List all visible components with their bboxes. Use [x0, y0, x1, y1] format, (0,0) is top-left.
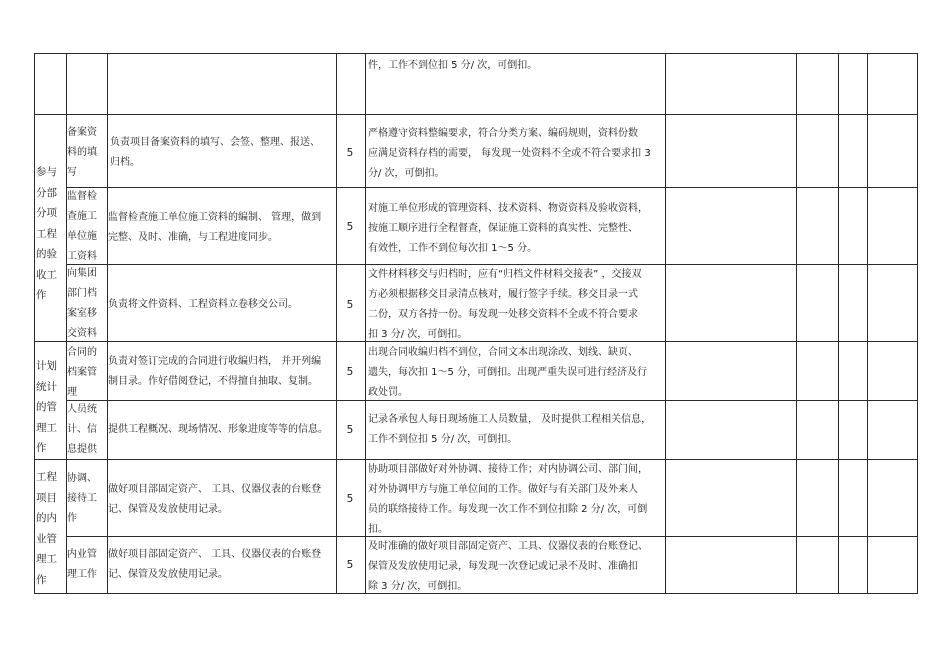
criteria-cell: 记录各承包人每日现场施工人员数量， 及时提供工程相关信息， 工作不到位扣 5 分/ 次，可倒扣。: [368, 414, 652, 445]
score-cell: 5: [346, 493, 354, 505]
criteria-cell: 件，工作不到位扣 5 分/ 次，可倒扣。: [368, 60, 538, 71]
table-border-top: [34, 53, 918, 54]
score-cell: 5: [346, 559, 354, 571]
table-border-left: [34, 53, 35, 594]
duty-cell: 负责将文件资料、工程资料立卷移交公司。: [108, 299, 298, 310]
score-cell: 5: [346, 221, 354, 233]
duty-cell: 监督检查施工单位施工资料的编制、 管理，做到 完整、及时、准确，与工程进度同步。: [108, 212, 322, 243]
column-divider: [665, 53, 666, 594]
category-cell: 计划 统计 的管 理工 作: [36, 360, 57, 454]
column-divider: [365, 53, 366, 594]
criteria-cell: 出现合同收编归档不到位，合同文本出现涂改、划线、缺页、 遗失，每次扣 1～5 分，可倒扣。出现严重失误可进行经济及行 政处罚。: [368, 347, 648, 398]
criteria-cell: 及时准确的做好项目部固定资产、工具、仪器仪表的台账登记、 保管及发放使用记录，每发现一次登记或记录不及时、准确扣 除 3 分/ 次，可倒扣。: [368, 541, 648, 592]
item-cell: 人员统 计、信 息提供: [67, 404, 97, 455]
duty-cell: 提供工程概况、现场情况、形象进度等等的信息。: [108, 424, 328, 435]
score-cell: 5: [346, 366, 354, 378]
column-divider: [867, 53, 868, 594]
criteria-cell: 对施工单位形成的管理资料、技术资料、物资资料及验收资料， 按施工顺序进行全程督查，保证施工资料的真实性、完整性、 有效性，工作不到位每次扣 1～5 分。: [368, 203, 648, 254]
item-cell: 备案资 料的填 写: [67, 127, 97, 178]
column-divider: [838, 53, 839, 594]
duty-cell: 负责对签订完成的合同进行收编归档， 并开列编 制目录。作好借阅登记，不得擅自抽取、复制。: [108, 356, 322, 387]
row-divider: [66, 187, 918, 188]
duty-cell: 负责项目备案资料的填写、会签、整理、报送、 归档。: [110, 137, 320, 168]
item-cell: 内业管 理工作: [67, 549, 97, 580]
score-cell: 5: [346, 424, 354, 436]
score-cell: 5: [346, 299, 354, 311]
item-cell: 合同的 档案管 理: [67, 347, 97, 398]
criteria-cell: 严格遵守资料整编要求，符合分类方案、编码规则，资料份数 应满足资料存档的需要， 每发现一处资料不全或不符合要求扣 3 分/ 次，可倒扣。: [368, 128, 651, 179]
item-cell: 协调、 接待工 作: [67, 473, 97, 524]
duty-cell: 做好项目部固定资产、 工具、仪器仪表的台账登 记、保管及发放使用记录。: [108, 484, 322, 515]
item-cell: 向集团 部门档 案室移 交资料: [67, 268, 97, 339]
score-cell: 5: [346, 147, 354, 159]
criteria-cell: 文件材料移交与归档时，应有“归档文件材料交接表” ，交接双 方必须根据移交目录清点核对，履行签字手续。移交目录一式 二份，双方各持一份。每发现一处移交资料不全或不符合要求 扣 3 分/ 次，可倒扣。: [368, 269, 642, 340]
item-cell: 监督检 查施工 单位施 工资料: [67, 191, 97, 262]
category-cell: 参与 分部 分项 工程 的验 收工 作: [36, 166, 57, 301]
criteria-cell: 协助项目部做好对外协调、接待工作；对内协调公司、部门间， 对外协调甲方与施工单位间的工作。做好与有关部门及外来人 员的联络接待工作。每发现一次工作不到位扣除 2 分/ 次，可倒 扣。: [368, 464, 648, 535]
table-border-right: [917, 53, 918, 594]
column-divider: [796, 53, 797, 594]
row-divider: [34, 114, 918, 115]
duty-cell: 做好项目部固定资产、 工具、仪器仪表的台账登 记、保管及发放使用记录。: [108, 549, 322, 580]
category-cell: 工程 项目 的内 业管 理工 作: [36, 471, 57, 586]
